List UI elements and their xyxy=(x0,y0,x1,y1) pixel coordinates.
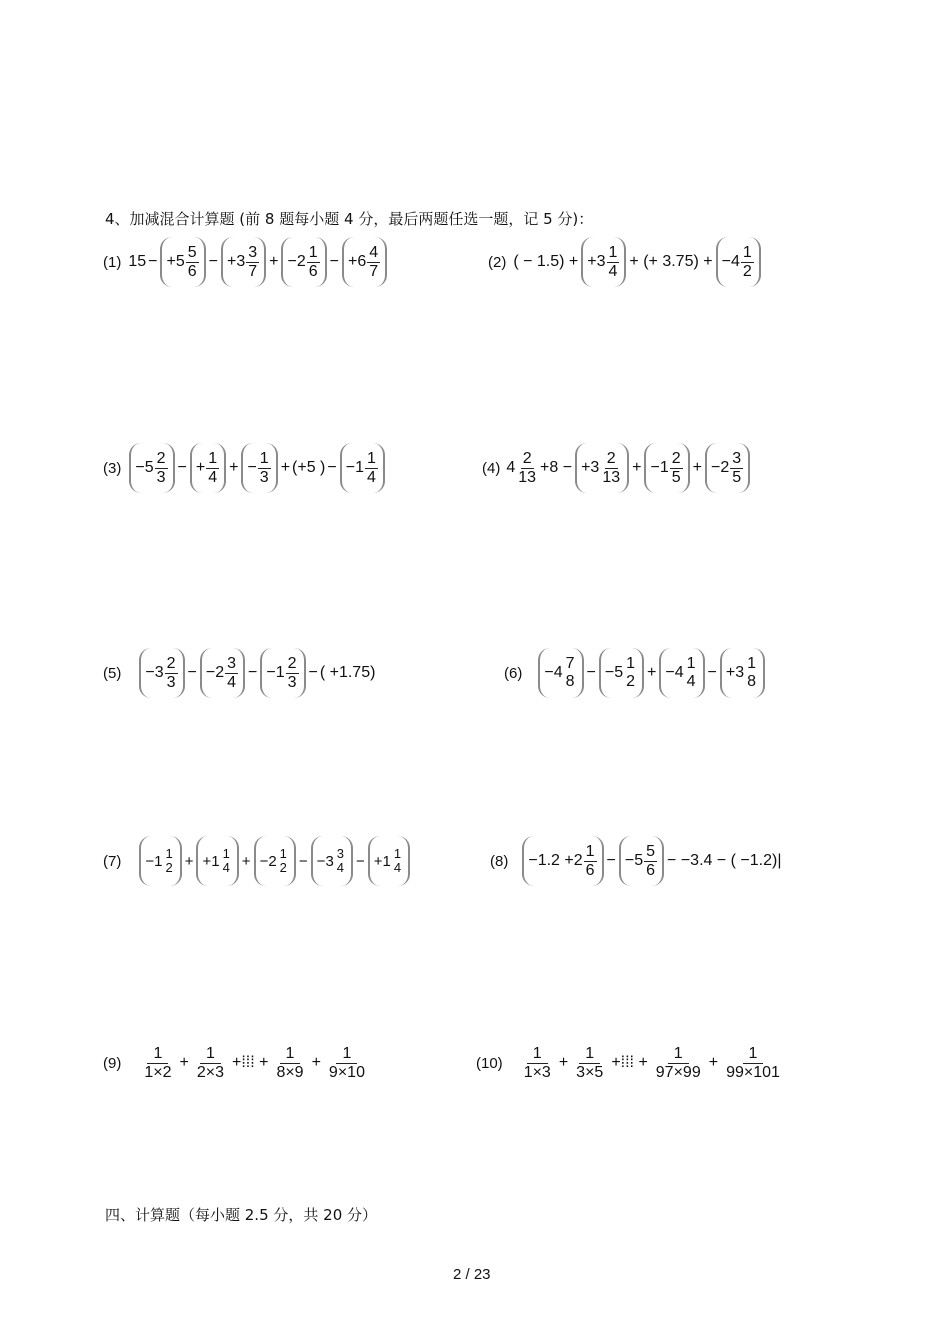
operator: − xyxy=(586,664,596,681)
denominator: 3 xyxy=(166,673,176,691)
fraction xyxy=(258,450,271,486)
denominator: 13 xyxy=(518,468,537,486)
problem-label: (7) xyxy=(103,852,122,870)
paren-group xyxy=(196,836,238,886)
fraction xyxy=(745,655,758,690)
problem-4 xyxy=(482,438,752,498)
sign: + xyxy=(226,253,237,270)
operator: − xyxy=(308,664,318,681)
term-text: − −3.4 − ( −1.2)| xyxy=(667,852,782,869)
fraction xyxy=(367,244,380,280)
denominator: 2 xyxy=(279,860,287,875)
fraction xyxy=(191,1045,230,1081)
denominator: 2 xyxy=(165,860,173,875)
whole: 2 xyxy=(268,852,277,870)
numerator: 1 xyxy=(208,449,218,467)
constant: 15 xyxy=(128,253,147,270)
whole: 1 xyxy=(659,459,669,476)
fraction xyxy=(186,244,199,280)
whole: 2 xyxy=(720,459,730,476)
sign: + xyxy=(347,253,358,270)
paren-group xyxy=(260,648,305,698)
denominator: 1×3 xyxy=(523,1063,551,1081)
paren-group xyxy=(160,237,205,287)
ellipsis: +⁞⁞⁞ + xyxy=(231,1054,269,1071)
sign: + xyxy=(581,459,591,476)
denominator: 4 xyxy=(393,860,402,875)
sign: − xyxy=(624,852,635,869)
numerator: 2 xyxy=(156,449,166,467)
sign: − xyxy=(316,852,326,870)
numerator: 3 xyxy=(227,654,236,672)
operator: − xyxy=(356,852,365,870)
fraction xyxy=(516,450,538,486)
problem-10 xyxy=(476,1033,787,1093)
numerator: 1 xyxy=(608,243,618,261)
fraction xyxy=(607,244,620,280)
numerator: 2 xyxy=(671,449,681,467)
paren-group xyxy=(221,237,266,287)
whole: 5 xyxy=(634,852,644,869)
whole: 3 xyxy=(325,852,334,870)
fraction xyxy=(307,244,320,280)
fraction xyxy=(685,655,698,690)
operator: − xyxy=(177,459,187,476)
fraction xyxy=(221,847,232,876)
whole: 1 xyxy=(275,664,285,681)
term-text: +8 − xyxy=(540,459,573,476)
term-text: ( − 1.5) + xyxy=(513,253,579,270)
numerator: 1 xyxy=(165,845,173,861)
fraction xyxy=(564,655,577,690)
numerator: 1 xyxy=(200,1045,221,1064)
paren-group xyxy=(139,836,181,886)
fraction xyxy=(335,847,346,876)
fraction xyxy=(670,450,683,486)
numerator: 1 xyxy=(393,845,402,861)
denominator: 4 xyxy=(686,673,696,690)
denominator: 1×2 xyxy=(144,1063,172,1081)
numerator: 3 xyxy=(336,845,345,861)
paren-group xyxy=(716,237,761,287)
paren-group xyxy=(720,648,765,698)
operator: − xyxy=(208,253,218,270)
sign: − xyxy=(287,253,297,270)
paren-group xyxy=(342,237,387,287)
denominator: 3 xyxy=(156,468,166,486)
paren-group xyxy=(619,836,664,886)
whole: 1 xyxy=(154,852,163,870)
fraction xyxy=(365,450,378,486)
fraction xyxy=(165,655,178,691)
denominator: 97×99 xyxy=(655,1063,701,1081)
problem-label: (2) xyxy=(488,253,507,271)
problem-8 xyxy=(490,831,782,891)
numerator: 1 xyxy=(222,845,230,861)
fraction xyxy=(155,450,168,486)
numerator: 5 xyxy=(646,842,656,860)
operator: − xyxy=(329,253,339,270)
term-text: (+5 ) xyxy=(292,459,326,476)
whole: 2 xyxy=(215,664,225,681)
problem-label: (5) xyxy=(103,664,122,682)
numerator: 1 xyxy=(743,1045,764,1064)
numerator: 3 xyxy=(248,243,258,261)
paren-group xyxy=(705,443,750,493)
whole: 2 xyxy=(296,253,306,270)
numerator: 1 xyxy=(579,1045,600,1064)
fraction xyxy=(270,1045,309,1081)
paren-group xyxy=(644,443,689,493)
numerator: 1 xyxy=(147,1045,168,1064)
fraction xyxy=(246,244,259,280)
operator: + xyxy=(241,852,251,870)
denominator: 4 xyxy=(336,860,345,875)
fraction xyxy=(741,244,754,280)
fraction xyxy=(206,450,219,486)
whole: 4 xyxy=(553,664,563,681)
term-text: ( +1.75) xyxy=(319,664,376,681)
sign: − xyxy=(266,664,276,681)
numerator: 2 xyxy=(287,654,297,672)
numerator: 1 xyxy=(686,655,696,673)
operator: + xyxy=(280,459,291,476)
sign: − xyxy=(247,459,257,476)
operator: + xyxy=(184,852,194,870)
numerator: 1 xyxy=(527,1045,548,1064)
fraction xyxy=(138,1045,177,1081)
numerator: 7 xyxy=(565,655,575,673)
paren-group xyxy=(368,836,410,886)
paren-group xyxy=(581,237,626,287)
fraction xyxy=(518,1045,557,1081)
term-text: −1.2 +2 xyxy=(528,852,583,869)
denominator: 3 xyxy=(287,673,297,691)
sign: + xyxy=(725,664,736,681)
denominator: 6 xyxy=(187,262,197,280)
fraction xyxy=(720,1045,786,1081)
numerator: 4 xyxy=(369,243,379,261)
paren-group xyxy=(311,836,353,886)
fraction xyxy=(286,655,299,691)
numerator: 1 xyxy=(279,845,287,861)
whole: 3 xyxy=(596,253,606,270)
numerator: 1 xyxy=(308,243,318,261)
numerator: 1 xyxy=(626,655,635,673)
numerator: 3 xyxy=(732,449,742,467)
paren-group xyxy=(599,648,644,698)
problem-6 xyxy=(504,643,767,703)
denominator: 8 xyxy=(565,673,575,690)
paren-group xyxy=(241,443,277,493)
ellipsis: +⁞⁞⁞ + xyxy=(611,1054,648,1071)
numerator: 1 xyxy=(742,243,752,261)
sign: − xyxy=(205,664,216,681)
page-number: 2 / 23 xyxy=(453,1266,491,1283)
denominator: 8×9 xyxy=(276,1063,304,1081)
fraction xyxy=(730,450,743,486)
numerator: 1 xyxy=(668,1045,689,1064)
operator: − xyxy=(606,852,616,869)
sign: + xyxy=(587,253,597,270)
sign: − xyxy=(710,459,721,476)
problem-2 xyxy=(488,232,763,292)
numerator: 5 xyxy=(187,243,197,261)
problem-5 xyxy=(103,643,376,703)
denominator: 4 xyxy=(608,262,618,280)
whole: 5 xyxy=(144,459,154,476)
paren-group xyxy=(139,648,184,698)
whole: 1 xyxy=(382,852,391,870)
denominator: 6 xyxy=(585,861,595,879)
problem-label: (1) xyxy=(103,253,122,271)
operator: − xyxy=(248,664,258,681)
sign: − xyxy=(145,852,155,870)
whole: 3 xyxy=(590,459,600,476)
problem-9 xyxy=(103,1033,372,1093)
problem-label: (6) xyxy=(504,664,523,682)
fraction xyxy=(650,1045,707,1081)
paren-group xyxy=(200,648,245,698)
operator: + xyxy=(692,459,702,476)
fraction xyxy=(323,1045,371,1081)
operator: − xyxy=(148,253,158,270)
paren-group xyxy=(522,836,603,886)
operator: + xyxy=(311,1054,321,1071)
denominator: 13 xyxy=(602,468,621,486)
operator: − xyxy=(298,852,308,870)
problem-1 xyxy=(103,232,389,292)
paren-group xyxy=(538,648,583,698)
denominator: 5 xyxy=(732,468,742,486)
fraction xyxy=(644,843,657,879)
paren-group xyxy=(281,237,326,287)
sign: − xyxy=(721,253,731,270)
operator: − xyxy=(327,459,337,476)
problem-7 xyxy=(103,831,412,891)
operator: + xyxy=(269,253,279,270)
term-text: + (+ 3.75) + xyxy=(629,253,713,270)
paren-group xyxy=(340,443,385,493)
sign: + xyxy=(195,459,206,476)
numerator: 1 xyxy=(259,449,269,467)
sign: − xyxy=(259,852,269,870)
numerator: 1 xyxy=(336,1045,357,1064)
denominator: 99×101 xyxy=(726,1063,780,1081)
numerator: 1 xyxy=(366,449,376,467)
denominator: 6 xyxy=(646,861,656,879)
operator: + xyxy=(647,664,657,681)
numerator: 2 xyxy=(166,654,176,672)
paren-group xyxy=(190,443,226,493)
operator: + xyxy=(229,459,239,476)
operator: + xyxy=(558,1054,569,1071)
denominator: 8 xyxy=(747,673,756,690)
sign: + xyxy=(373,852,383,870)
fraction xyxy=(584,843,597,879)
denominator: 3 xyxy=(259,468,269,486)
paren-group xyxy=(575,443,629,493)
problem-label: (10) xyxy=(476,1054,503,1072)
whole: 4 xyxy=(674,664,684,681)
fraction xyxy=(392,847,403,876)
operator: + xyxy=(708,1054,719,1071)
fraction xyxy=(225,655,238,691)
whole: 1 xyxy=(211,852,220,870)
sign: − xyxy=(604,664,615,681)
denominator: 4 xyxy=(208,468,218,486)
section-4-computation-heading: 四、计算题（每小题 2.5 分，共 20 分） xyxy=(105,1206,378,1224)
numerator: 1 xyxy=(747,655,756,673)
denominator: 2 xyxy=(626,673,635,690)
problem-label: (8) xyxy=(490,852,509,870)
whole: 1 xyxy=(355,459,364,476)
denominator: 4 xyxy=(222,860,230,875)
numerator: 1 xyxy=(585,842,595,860)
whole: 5 xyxy=(614,664,624,681)
whole: 3 xyxy=(154,664,164,681)
denominator: 5 xyxy=(671,468,681,486)
fraction xyxy=(570,1045,609,1081)
paren-group xyxy=(254,836,296,886)
operator: − xyxy=(707,664,717,681)
problem-label: (9) xyxy=(103,1054,122,1072)
whole: 3 xyxy=(236,253,246,270)
operator: + xyxy=(632,459,642,476)
denominator: 2 xyxy=(742,262,752,280)
fraction xyxy=(163,847,174,876)
problem-label: (3) xyxy=(103,459,122,477)
whole: 4 xyxy=(730,253,740,270)
section4-heading: 4、加减混合计算题 (前 8 题每小题 4 分，最后两题任选一题，记 5 分)： xyxy=(105,210,594,228)
sign: − xyxy=(665,664,675,681)
whole: 6 xyxy=(357,253,367,270)
sign: + xyxy=(202,852,212,870)
operator: + xyxy=(179,1054,189,1071)
problem-3 xyxy=(103,438,387,498)
sign: − xyxy=(135,459,145,476)
numerator: 2 xyxy=(606,449,616,467)
fraction xyxy=(278,847,289,876)
whole: 4 xyxy=(506,459,516,476)
numerator: 2 xyxy=(522,449,532,467)
sign: − xyxy=(650,459,660,476)
operator: − xyxy=(187,664,197,681)
numerator: 1 xyxy=(280,1045,301,1064)
whole: 3 xyxy=(735,664,745,681)
fraction xyxy=(600,450,622,486)
whole: 5 xyxy=(175,253,185,270)
denominator: 7 xyxy=(248,262,258,280)
sign: − xyxy=(145,664,155,681)
denominator: 9×10 xyxy=(328,1063,365,1081)
sign: − xyxy=(345,459,356,476)
denominator: 2×3 xyxy=(196,1063,224,1081)
denominator: 4 xyxy=(366,468,376,486)
sign: + xyxy=(166,253,176,270)
problem-label: (4) xyxy=(482,459,501,477)
sign: − xyxy=(544,664,554,681)
denominator: 3×5 xyxy=(576,1063,604,1081)
denominator: 7 xyxy=(369,262,379,280)
paren-group xyxy=(129,443,174,493)
denominator: 4 xyxy=(227,673,236,691)
paren-group xyxy=(659,648,704,698)
denominator: 6 xyxy=(308,262,318,280)
fraction xyxy=(624,655,637,690)
